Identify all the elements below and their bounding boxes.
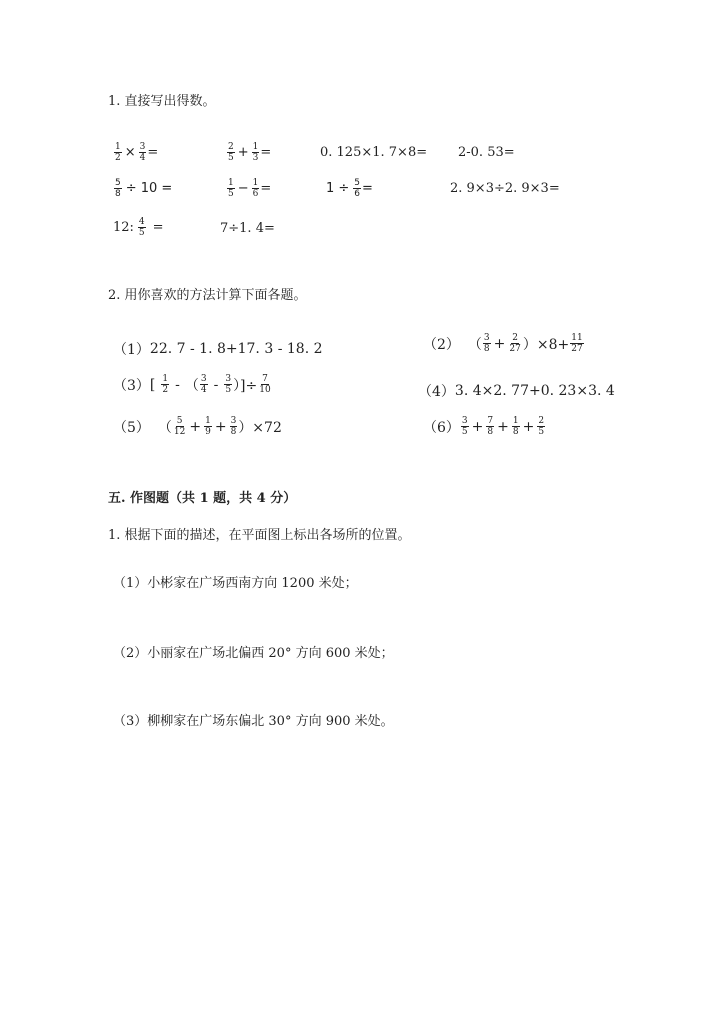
fraction [512, 416, 520, 437]
operator: + [471, 418, 484, 435]
fraction [353, 178, 361, 199]
q1-item-1 [113, 142, 158, 163]
equals: = [260, 181, 272, 196]
q1-item-3: 0. 125×1. 7×8= [320, 145, 428, 160]
numerator: 1 [252, 178, 259, 188]
fraction [138, 217, 146, 238]
numerator: 1 [252, 142, 259, 152]
problem-label: （2） [423, 336, 460, 353]
section5-q1-title: 1. 根据下面的描述，在平面图上标出各场所的位置。 [108, 528, 411, 543]
denominator: 5 [461, 427, 468, 437]
operator: + [237, 145, 249, 160]
denominator: 5 [225, 385, 232, 395]
fraction [252, 142, 260, 163]
fraction [230, 416, 238, 437]
numerator: 2 [538, 416, 545, 426]
numerator: 7 [487, 416, 494, 426]
denominator: 5 [228, 153, 234, 163]
section-title: 五. 作图题（共 1 题，共 4 分） [108, 491, 297, 506]
fraction [200, 374, 208, 395]
drawing-item-2: （2）小丽家在广场北偏西 20° 方向 600 米处； [113, 646, 394, 661]
numerator: 5 [354, 178, 361, 188]
equals: = [152, 220, 164, 235]
paren-close: ）×72 [238, 419, 282, 436]
denominator: 8 [115, 189, 121, 199]
paren-close: ）]÷ [233, 377, 258, 394]
fraction [508, 333, 521, 354]
numerator: 3 [230, 416, 237, 426]
problem-label: （6） [423, 419, 460, 436]
denominator: 5 [228, 189, 234, 199]
operator: + [493, 335, 506, 352]
q2-problem-5 [113, 416, 282, 437]
denominator: 3 [252, 153, 259, 163]
fraction [114, 142, 122, 163]
expression-head: 1 ÷ [326, 181, 350, 196]
numerator: 3 [139, 142, 146, 152]
numerator: 2 [228, 142, 234, 152]
equals: = [362, 181, 373, 196]
denominator: 5 [138, 228, 145, 238]
denominator: 4 [200, 385, 207, 395]
q1-item-9 [113, 217, 164, 238]
fraction [227, 142, 235, 163]
fraction [258, 374, 271, 395]
fraction [483, 333, 491, 354]
numerator: 1 [228, 178, 234, 188]
fraction [537, 416, 545, 437]
denominator: 9 [205, 427, 211, 437]
q1-item-6 [226, 178, 271, 199]
numerator: 3 [200, 374, 207, 384]
operator: - [175, 376, 180, 393]
problem-expression: 3. 4×2. 77+0. 23×3. 4 [454, 383, 615, 399]
operator: + [522, 418, 535, 435]
drawing-item-1: （1）小彬家在广场西南方向 1200 米处； [113, 576, 358, 591]
fraction [224, 374, 232, 395]
paren-open: （ [157, 419, 172, 436]
fraction [114, 178, 122, 199]
denominator: 5 [538, 427, 545, 437]
numerator: 2 [512, 333, 518, 343]
operator: − [237, 181, 249, 196]
fraction [570, 333, 583, 354]
q1-item-7 [326, 178, 373, 199]
operator: × [124, 145, 136, 160]
fraction [204, 416, 212, 437]
q2-problem-1 [113, 339, 323, 359]
numerator: 1 [512, 416, 519, 426]
numerator: 7 [262, 374, 268, 384]
operator: + [497, 418, 509, 435]
numerator: 3 [225, 374, 232, 384]
numerator: 4 [138, 217, 145, 227]
fraction [139, 142, 147, 163]
operator: + [214, 418, 227, 435]
numerator: 5 [115, 178, 121, 188]
q1-item-5 [113, 178, 172, 199]
operator: + [189, 418, 202, 435]
problem-label: （5） [113, 419, 150, 436]
fraction [461, 416, 469, 437]
denominator: 2 [115, 153, 121, 163]
fraction [161, 374, 169, 395]
denominator: 2 [162, 385, 169, 395]
numerator: 5 [176, 416, 183, 426]
expression-head: 12: [113, 220, 134, 235]
denominator: 6 [252, 189, 259, 199]
denominator: 8 [230, 427, 237, 437]
denominator: 10 [259, 385, 271, 395]
denominator: 27 [571, 344, 583, 354]
fraction [227, 178, 235, 199]
q1-item-2 [226, 142, 271, 163]
denominator: 6 [354, 189, 361, 199]
bracket-open: [ [149, 376, 156, 393]
drawing-item-3: （3）柳柳家在广场东偏北 30° 方向 900 米处。 [113, 714, 394, 729]
denominator: 8 [512, 427, 519, 437]
denominator: 4 [139, 153, 146, 163]
numerator: 1 [162, 374, 169, 384]
q2-problem-2 [423, 333, 585, 354]
numerator: 1 [205, 416, 211, 426]
equals: = [147, 145, 159, 160]
operator: - [213, 376, 219, 393]
numerator: 3 [461, 416, 468, 426]
paren-open: （ [467, 336, 482, 353]
q2-problem-4 [418, 381, 615, 401]
q2-problem-6 [423, 416, 546, 437]
numerator: 3 [483, 333, 490, 343]
paren-open: （ [184, 377, 199, 394]
q1-title: 1. 直接写出得数。 [108, 94, 216, 109]
numerator: 11 [571, 333, 583, 343]
denominator: 8 [483, 344, 490, 354]
fraction [252, 178, 260, 199]
problem-label: （3） [113, 377, 150, 394]
q1-item-10: 7÷1. 4= [220, 221, 275, 236]
q1-item-4: 2-0. 53= [458, 145, 515, 160]
paren-close: ）×8+ [522, 336, 570, 353]
q2-problem-3 [113, 374, 273, 395]
denominator: 8 [487, 427, 494, 437]
q2-title: 2. 用你喜欢的方法计算下面各题。 [108, 288, 307, 303]
fraction [173, 416, 186, 437]
denominator: 27 [509, 344, 521, 354]
q1-item-8: 2. 9×3÷2. 9×3= [450, 181, 560, 196]
expression-tail: ÷ 10 = [125, 181, 173, 196]
denominator: 12 [173, 427, 186, 437]
problem-label: （1） [113, 342, 150, 358]
problem-expression: 22. 7 - 1. 8+17. 3 - 18. 2 [149, 341, 323, 357]
numerator: 1 [115, 142, 121, 152]
problem-label: （4） [418, 384, 455, 400]
equals: = [260, 145, 272, 160]
fraction [486, 416, 494, 437]
